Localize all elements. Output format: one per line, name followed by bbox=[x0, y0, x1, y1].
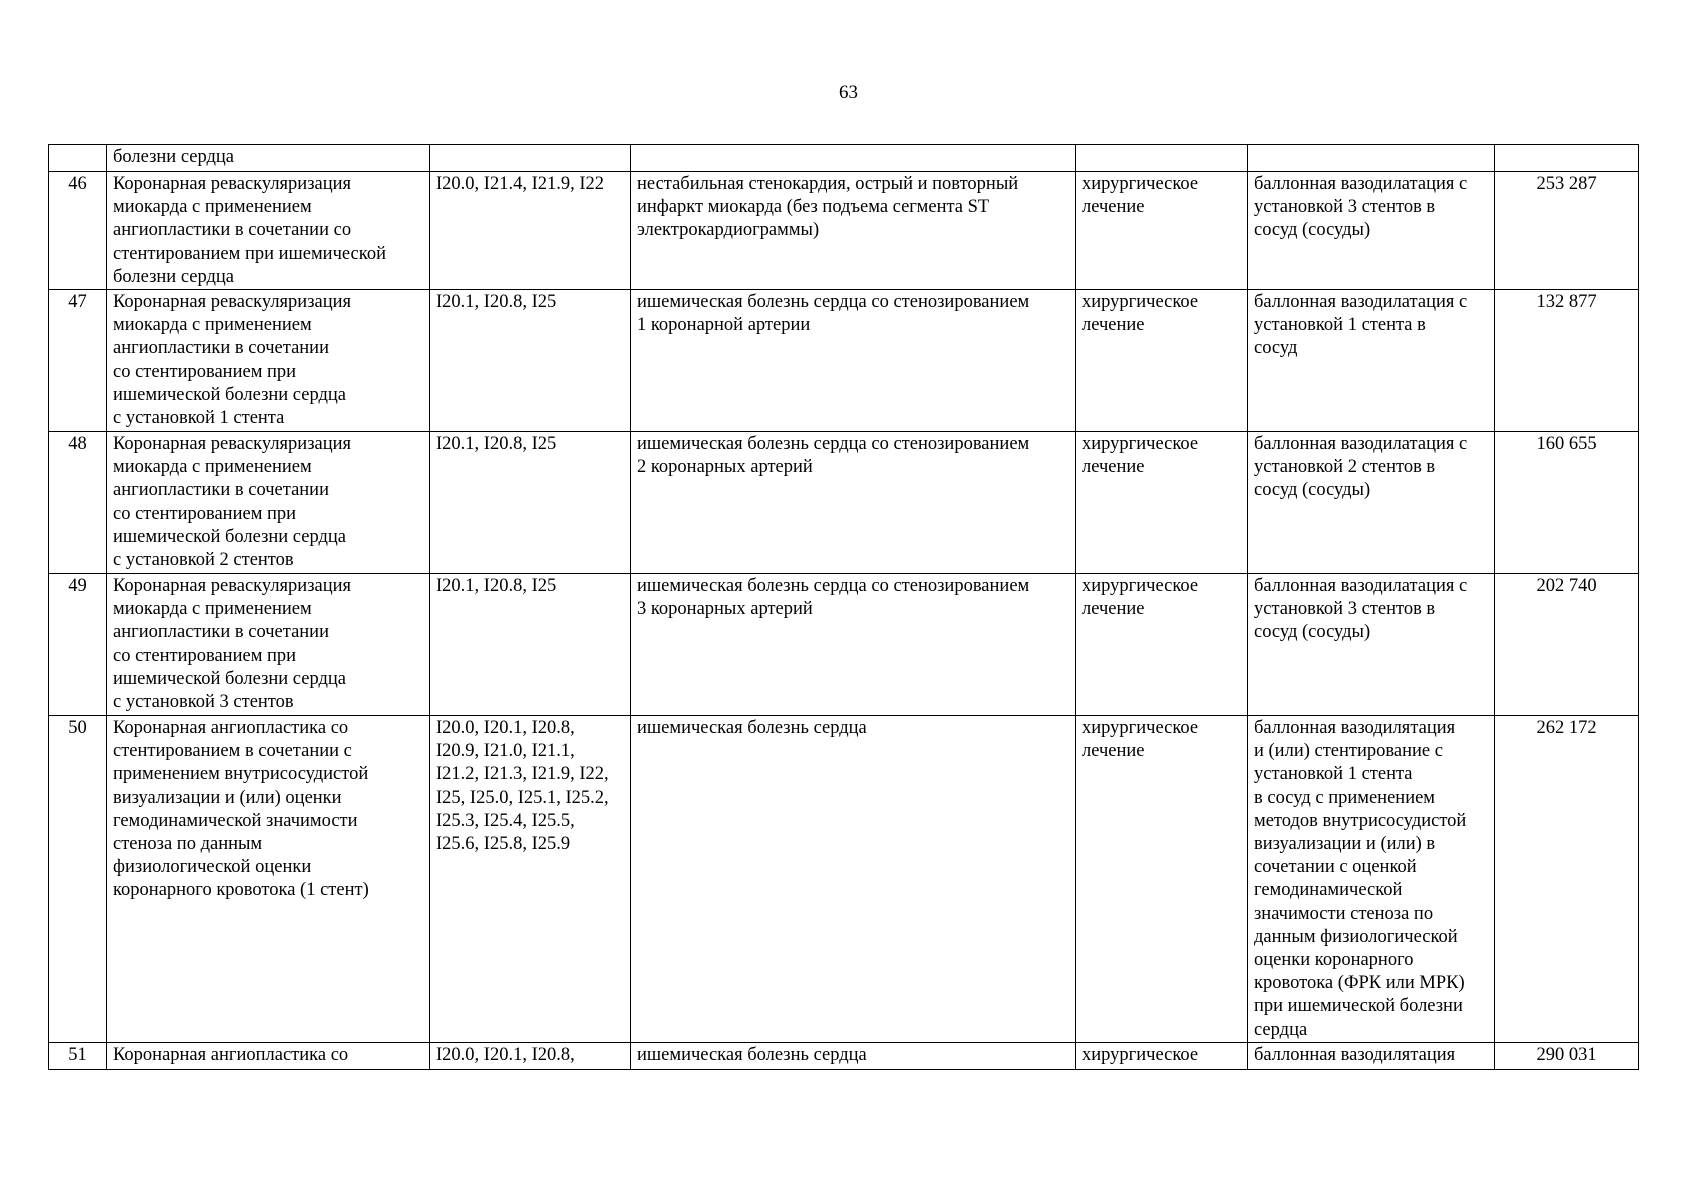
cell-treatment-type: хирургическое лечение bbox=[1076, 172, 1248, 290]
cell-price bbox=[1495, 145, 1639, 172]
table-row bbox=[49, 172, 1639, 290]
page-number: 63 bbox=[839, 82, 858, 103]
cell-icd-codes: I20.0, I20.1, I20.8, I20.9, I21.0, I21.1, I21.2, I21.3, I21.9, I22, I25, I25.0, I25.1, I25.2, I25.3, I25.4, I25.5, I25.6, I25.8, I25.9 bbox=[430, 716, 631, 1043]
cell-patient-model: ишемическая болезнь сердца со стенозированием 3 коронарных артерий bbox=[631, 574, 1076, 716]
cell-number: 49 bbox=[49, 574, 107, 716]
cell-treatment-type: хирургическое лечение bbox=[1076, 574, 1248, 716]
cell-number: 47 bbox=[49, 290, 107, 432]
cell-treatment-method: баллонная вазодилатация с установкой 3 стентов в сосуд (сосуды) bbox=[1248, 172, 1495, 290]
table-row bbox=[49, 432, 1639, 574]
cell-service-name: Коронарная ангиопластика со стентированием в сочетании с применением внутрисосудистой визуализации и (или) оценки гемодинамической значимости стеноза по данным физиологической оценки коронарного кровотока (1 стент) bbox=[107, 716, 430, 1043]
table-row bbox=[49, 716, 1639, 1043]
cell-number: 50 bbox=[49, 716, 107, 1043]
cell-icd-codes: I20.1, I20.8, I25 bbox=[430, 290, 631, 432]
table-row bbox=[49, 574, 1639, 716]
cell-patient-model: ишемическая болезнь сердца bbox=[631, 716, 1076, 1043]
cell-number: 51 bbox=[49, 1042, 107, 1069]
services-table bbox=[48, 144, 1639, 1070]
cell-price: 202 740 bbox=[1495, 574, 1639, 716]
cell-icd-codes bbox=[430, 145, 631, 172]
cell-icd-codes: I20.1, I20.8, I25 bbox=[430, 574, 631, 716]
cell-number: 46 bbox=[49, 172, 107, 290]
table-row-continuation bbox=[49, 145, 1639, 172]
cell-patient-model: ишемическая болезнь сердца bbox=[631, 1042, 1076, 1069]
cell-icd-codes: I20.0, I21.4, I21.9, I22 bbox=[430, 172, 631, 290]
cell-service-name: Коронарная ангиопластика со bbox=[107, 1042, 430, 1069]
cell-price: 262 172 bbox=[1495, 716, 1639, 1043]
cell-price: 160 655 bbox=[1495, 432, 1639, 574]
cell-icd-codes: I20.1, I20.8, I25 bbox=[430, 432, 631, 574]
cell-patient-model bbox=[631, 145, 1076, 172]
cell-treatment-type: хирургическое bbox=[1076, 1042, 1248, 1069]
cell-treatment-method: баллонная вазодилятация bbox=[1248, 1042, 1495, 1069]
cell-service-name: болезни сердца bbox=[107, 145, 430, 172]
cell-treatment-method bbox=[1248, 145, 1495, 172]
cell-treatment-type: хирургическое лечение bbox=[1076, 290, 1248, 432]
cell-treatment-type: хирургическое лечение bbox=[1076, 716, 1248, 1043]
cell-treatment-method: баллонная вазодилатация с установкой 3 стентов в сосуд (сосуды) bbox=[1248, 574, 1495, 716]
table-row bbox=[49, 290, 1639, 432]
cell-price: 253 287 bbox=[1495, 172, 1639, 290]
table-row bbox=[49, 1042, 1639, 1069]
cell-patient-model: ишемическая болезнь сердца со стенозированием 1 коронарной артерии bbox=[631, 290, 1076, 432]
cell-treatment-method: баллонная вазодилатация с установкой 2 стентов в сосуд (сосуды) bbox=[1248, 432, 1495, 574]
cell-icd-codes: I20.0, I20.1, I20.8, bbox=[430, 1042, 631, 1069]
cell-treatment-type: хирургическое лечение bbox=[1076, 432, 1248, 574]
cell-service-name: Коронарная реваскуляризация миокарда с применением ангиопластики в сочетании со стентированием при ишемической болезни сердца с установкой 3 стентов bbox=[107, 574, 430, 716]
cell-patient-model: ишемическая болезнь сердца со стенозированием 2 коронарных артерий bbox=[631, 432, 1076, 574]
cell-number: 48 bbox=[49, 432, 107, 574]
cell-service-name: Коронарная реваскуляризация миокарда с применением ангиопластики в сочетании со стентированием при ишемической болезни сердца bbox=[107, 172, 430, 290]
cell-price: 132 877 bbox=[1495, 290, 1639, 432]
cell-number bbox=[49, 145, 107, 172]
cell-treatment-type bbox=[1076, 145, 1248, 172]
cell-patient-model: нестабильная стенокардия, острый и повторный инфаркт миокарда (без подъема сегмента ST электрокардиограммы) bbox=[631, 172, 1076, 290]
cell-price: 290 031 bbox=[1495, 1042, 1639, 1069]
cell-treatment-method: баллонная вазодилятация и (или) стентирование с установкой 1 стента в сосуд с применением методов внутрисосудистой визуализации и (или) в сочетании с оценкой гемодинамической значимости стеноза по данным физиологической оценки коронарного кровотока (ФРК или МРК) при ишемической болезни сердца bbox=[1248, 716, 1495, 1043]
cell-service-name: Коронарная реваскуляризация миокарда с применением ангиопластики в сочетании со стентированием при ишемической болезни сердца с установкой 1 стента bbox=[107, 290, 430, 432]
cell-service-name: Коронарная реваскуляризация миокарда с применением ангиопластики в сочетании со стентированием при ишемической болезни сердца с установкой 2 стентов bbox=[107, 432, 430, 574]
cell-treatment-method: баллонная вазодилатация с установкой 1 стента в сосуд bbox=[1248, 290, 1495, 432]
